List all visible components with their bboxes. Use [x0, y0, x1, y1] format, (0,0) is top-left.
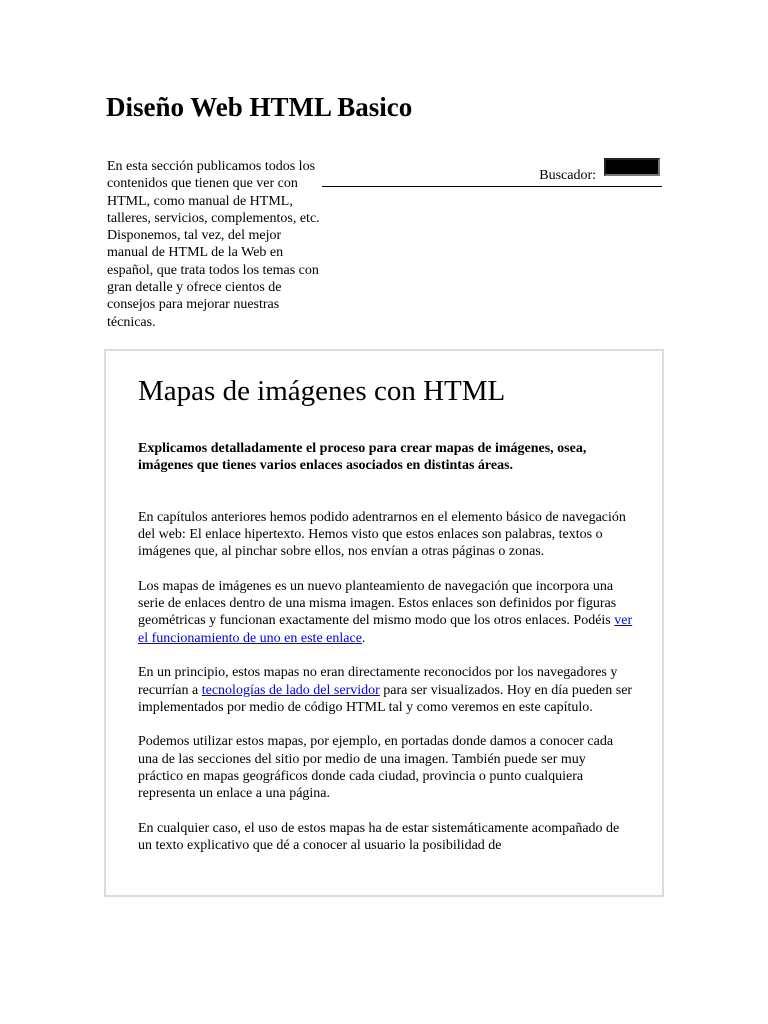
- demo-map-link[interactable]: ver el funcionamiento de uno en este enlace: [138, 613, 633, 646]
- article-paragraph-3: [138, 664, 634, 716]
- paragraph-3-end: para ser visualizados. Hoy en día pueden ser implementados por medio de código HTML tal y como veremos en este capítulo.: [138, 682, 633, 715]
- article-body: [138, 509, 634, 855]
- search-input[interactable]: [604, 158, 660, 176]
- article-paragraph-1: En capítulos anteriores hemos podido adentrarnos en el elemento básico de navegación del web: El enlace hipertexto. Hemos visto que estos enlaces son palabras, textos o imágenes que, al pinchar sobre ellos, nos envían a otras páginas o zonas.: [138, 509, 626, 560]
- server-technologies-link[interactable]: tecnologías de lado del servidor: [201, 682, 380, 698]
- article-lead: Explicamos detalladamente el proceso para crear mapas de imágenes, osea, imágenes que tienes varios enlaces asociados en distintas áreas.: [138, 441, 587, 474]
- article-paragraph-2: [138, 578, 634, 647]
- page-title: Diseño Web HTML Basico: [106, 92, 413, 122]
- search-area: [322, 158, 662, 187]
- article-title: Mapas de imágenes con HTML: [138, 375, 506, 407]
- article-paragraph-5: En cualquier caso, el uso de estos mapas ha de estar sistemáticamente acompañado de un texto explicativo que dé a conocer al usuario la posibilidad de: [138, 820, 620, 854]
- article-content: [138, 371, 634, 872]
- article-paragraph-4: Podemos utilizar estos mapas, por ejemplo, en portadas donde damos a conocer cada una de las secciones del sitio por medio de una imagen. También puede ser muy práctico en mapas geográficos donde cada ciudad, provincia o punto cualquiera representa un enlace a una página.: [138, 734, 614, 802]
- paragraph-3-text: En un principio, estos mapas no eran directamente reconocidos por los navegadores y recurrían a: [138, 665, 618, 698]
- article-box: [104, 349, 664, 897]
- paragraph-2-end: .: [361, 630, 366, 646]
- search-label: Buscador:: [539, 168, 596, 183]
- paragraph-2-text: Los mapas de imágenes es un nuevo planteamiento de navegación que incorpora una serie de enlaces dentro de una misma imagen. Estos enlaces son definidos por figuras geométricas y funcionan exactamente del mismo modo que los otros enlaces. Podéis: [138, 578, 617, 629]
- intro-text: En esta sección publicamos todos los contenidos que tienen que ver con HTML, como manual de HTML, talleres, servicios, complementos, etc. Disponemos, tal vez, del mejor manual de HTML de la Web en español, que trata todos los temas con gran detalle y ofrece cientos de consejos para mejorar nuestras técnicas.: [107, 159, 320, 330]
